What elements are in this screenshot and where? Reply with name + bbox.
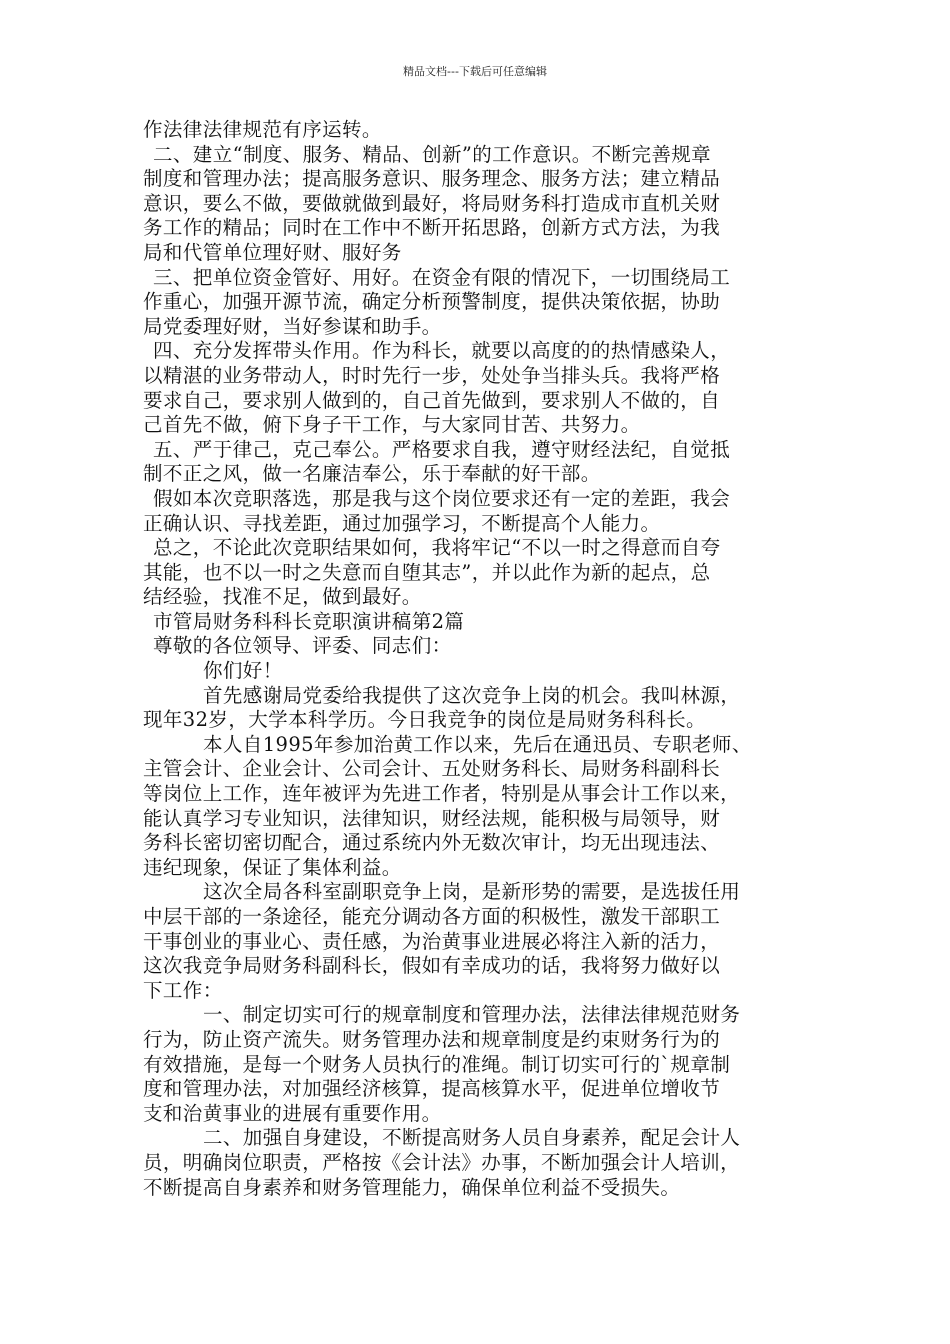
text-line: 其能，也不以一时之失意而自堕其志”，并以此作为新的起点，总	[143, 560, 711, 584]
text-line: 作重心，加强开源节流，确定分析预警制度，提供决策依据，协助	[143, 290, 721, 314]
text-line: 结经验，找准不足，做到最好。	[143, 585, 422, 609]
text-line: 五、严于律己，克己奉公。严格要求自我，遵守财经法纪，自觉抵	[153, 437, 731, 461]
text-line: 你们好！	[203, 659, 283, 683]
document-body	[143, 118, 813, 1200]
text-line: 总之，不论此次竞职结果如何，我将牢记“不以一时之得意而自夸	[153, 536, 721, 560]
text-line: 制度和管理办法；提高服务意识、服务理念、服务方法；建立精品	[143, 167, 721, 191]
text-line: 下工作：	[143, 978, 223, 1002]
text-line: 这次我竞争局财务科副科长，假如有幸成功的话，我将努力做好以	[143, 954, 721, 978]
text-line: 首先感谢局党委给我提供了这次竞争上岗的机会。我叫林源，	[203, 683, 741, 707]
page-header: 精品文档---下载后可任意编辑	[403, 65, 547, 78]
text-line: 二、加强自身建设，不断提高财务人员自身素养，配足会计人	[203, 1126, 741, 1150]
text-line: 制不正之风，做一名廉洁奉公，乐于奉献的好干部。	[143, 462, 601, 486]
text-line: 一、制定切实可行的规章制度和管理办法，法律法律规范财务	[203, 1003, 741, 1027]
text-line: 中层干部的一条途径，能充分调动各方面的积极性，激发干部职工	[143, 905, 721, 928]
text-line: 这次全局各科室副职竞争上岗，是新形势的需要，是选拔任用	[203, 880, 741, 904]
text-line: 不断提高自身素养和财务管理能力，确保单位利益不受损失。	[143, 1175, 681, 1199]
text-line: 局党委理好财，当好参谋和助手。	[143, 314, 442, 338]
text-line: 作法律法律规范有序运转。	[143, 118, 382, 141]
text-line: 以精湛的业务带动人，时时先行一步，处处争当排头兵。我将严格	[143, 363, 721, 387]
text-line: 行为，防止资产流失。财务管理办法和规章制度是约束财务行为的	[143, 1027, 721, 1051]
text-line: 支和治黄事业的进展有重要作用。	[143, 1101, 442, 1125]
text-line: 二、建立“制度、服务、精品、创新”的工作意识。不断完善规章	[153, 142, 712, 166]
text-line: 度和管理办法，对加强经济核算，提高核算水平，促进单位增收节	[143, 1077, 721, 1101]
text-line: 尊敬的各位领导、评委、同志们：	[153, 634, 452, 658]
text-line: 务工作的精品；同时在工作中不断开拓思路，创新方式方法，为我	[143, 216, 721, 240]
text-line: 务科长密切密切配合，通过系统内外无数次审计，均无出现违法、	[143, 831, 721, 855]
text-line: 己首先不做，俯下身子干工作，与大家同甘苦、共努力。	[143, 413, 641, 437]
text-line: 违纪现象，保证了集体利益。	[143, 855, 402, 879]
text-line: 四、充分发挥带头作用。作为科长，就要以高度的的热情感染人，	[153, 339, 731, 363]
text-line: 要求自己，要求别人做到的，自己首先做到，要求别人不做的，自	[143, 388, 721, 412]
text-line: 有效措施，是每一个财务人员执行的准绳。制订切实可行的`规章制	[143, 1052, 731, 1076]
text-line: 正确认识、寻找差距，通过加强学习，不断提高个人能力。	[143, 511, 661, 535]
text-line: 员，明确岗位职责，严格按《会计法》办事，不断加强会计人培训，	[143, 1150, 741, 1174]
text-line: 假如本次竞职落选，那是我与这个岗位要求还有一定的差距，我会	[153, 486, 731, 510]
text-line: 干事创业的事业心、责任感，为治黄事业进展必将注入新的活力，	[143, 929, 721, 953]
text-line: 等岗位上工作，连年被评为先进工作者，特别是从事会计工作以来，	[143, 782, 741, 806]
text-line: 意识，要么不做，要做就做到最好，将局财务科打造成市直机关财	[143, 191, 721, 215]
text-line: 能认真学习专业知识，法律知识，财经法规，能积极与局领导，财	[143, 806, 721, 830]
text-line: 三、把单位资金管好、用好。在资金有限的情况下，一切围绕局工	[153, 265, 731, 289]
text-line: 本人自1995年参加治黄工作以来，先后在通迅员、专职老师、	[203, 732, 752, 756]
text-line: 局和代管单位理好财、服好务	[143, 240, 402, 264]
text-line: 现年32岁，大学本科学历。今日我竞争的岗位是局财务科科长。	[143, 708, 706, 732]
text-line: 市管局财务科科长竞职演讲稿第2篇	[153, 609, 465, 633]
text-line: 主管会计、企业会计、公司会计、五处财务科长、局财务科副科长	[143, 757, 721, 781]
